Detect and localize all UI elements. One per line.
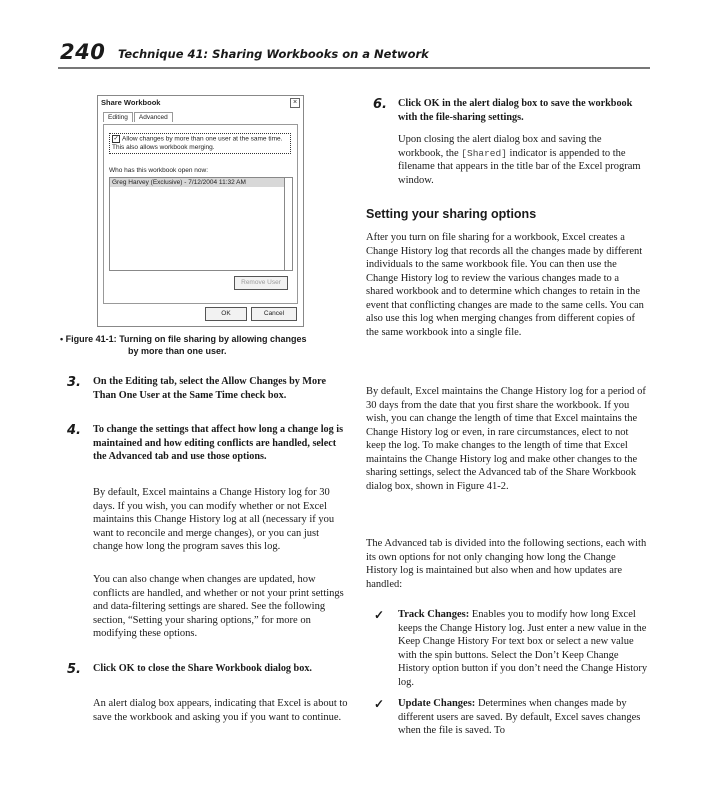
who-label: Who has this workbook open now: [109, 167, 208, 174]
body-paragraph: By default, Excel maintains a Change History log for 30 days. If you wish, you can modify whether or not Excel maintains this Change History log at all (necessary if you want to reconcile and merge changes), or you can just change how long the program saves this log. [93, 487, 335, 552]
chapter-title: Technique 41: Sharing Workbooks on a Network [118, 47, 429, 61]
tab-advanced: Advanced [134, 112, 173, 122]
checkmark-icon: ✓ [374, 697, 385, 711]
ok-button: OK [205, 307, 247, 321]
body-paragraph: The Advanced tab is divided into the following sections, each with its own options for not only changing how long the Change History log is maintained but also when and how updates are handled: [366, 538, 647, 590]
step-number: 4. [67, 423, 81, 438]
checkmark-icon: ✓ [374, 608, 385, 622]
step-number: 5. [67, 662, 81, 677]
cancel-button: Cancel [251, 307, 297, 321]
section-heading: Setting your sharing options [366, 207, 537, 221]
shared-indicator: [Shared] [461, 147, 507, 159]
allow-changes-checkbox-row [109, 133, 291, 154]
list-item: Greg Harvey (Exclusive) - 7/12/2004 11:32 AM [110, 178, 284, 187]
body-paragraph [398, 133, 648, 187]
page-header [58, 38, 650, 68]
scrollbar [284, 178, 292, 270]
bullet-term: Update Changes: [398, 698, 476, 709]
figure-caption [60, 333, 350, 357]
remove-user-button: Remove User [234, 276, 288, 290]
step-text: Click OK to close the Share Workbook dialog box. [93, 663, 312, 674]
bullet-text [398, 697, 648, 738]
dialog-panel [103, 124, 298, 304]
body-paragraph: By default, Excel maintains the Change History log for a period of 30 days from the date that you first share the workbook. If you wish, you can change the length of time that Excel maintains the Change History log or even, in rare circumstances, elect to not keep the log. To make changes to the length of time that Excel maintains the Change History log and make other changes to the sharing settings, select the Advanced tab of the Share Workbook dialog box, shown in Figure 41-2. [366, 386, 646, 492]
figure-label: • Figure 41-1: [60, 334, 117, 344]
figure-text-line1: Turning on file sharing by allowing changes [119, 334, 307, 344]
checkbox-label: Allow changes by more than one user at the same time. This also allows workbook merging. [112, 135, 283, 151]
close-icon: × [290, 98, 300, 108]
step-number: 6. [373, 97, 387, 112]
dialog-tabs [103, 112, 174, 124]
tab-editing: Editing [103, 112, 133, 122]
step-text: Click OK in the alert dialog box to save the workbook with the file-sharing settings. [398, 98, 633, 123]
bullet-text [398, 608, 648, 689]
body-paragraph: You can also change when changes are updated, how conflicts are handled, and whether or not your print settings and data-filtering settings are shared. See the following section, “Setting your sharing options,” for more on modifying these options. [93, 574, 344, 639]
body-paragraph: After you turn on file sharing for a workbook, Excel creates a Change History log that records all the changes made by different individuals to the same workbook file. You can then use the Change History log to review the various changes made to a shared workbook and to determine which changes to retain in the event that conflicting changes are made to the same cells. You can also use this log when merging changes from different copies of the same workbook into a single file. [366, 232, 644, 338]
para-text: Upon closing the alert dialog box and saving the workbook, the [398, 134, 602, 159]
bullet-body: Enables you to modify how long Excel keeps the Change History log. Just enter a new value in the Keep Change History For text box or select a new value with the spin buttons. Select the Don’t Keep Change History option button if you don’t need the Change History log. [398, 609, 648, 688]
step-text: On the Editing tab, select the Allow Changes by More Than One User at the Same Time check box. [93, 376, 326, 401]
para-text: indicator is appended to the filename that appears in the title bar of the Excel program window. [398, 147, 641, 186]
dialog-title: Share Workbook [101, 98, 161, 107]
share-workbook-dialog-figure [97, 95, 304, 327]
page-number: 240 [60, 40, 106, 64]
body-paragraph: An alert dialog box appears, indicating that Excel is about to save the workbook and asking you if you want to continue. [93, 698, 348, 723]
step-text: To change the settings that affect how long a change log is maintained and how editing conflicts are handled, select the Advanced tab and use those options. [93, 424, 344, 462]
bullet-term: Track Changes: [398, 609, 470, 620]
header-rule [58, 67, 650, 69]
users-list [109, 177, 293, 271]
step-number: 3. [67, 375, 81, 390]
bullet-body: Determines when changes made by different users are saved. By default, Excel saves changes when the file is saved. To [398, 698, 641, 736]
figure-text-line2: by more than one user. [128, 346, 227, 356]
checkbox-icon: ✓ [113, 136, 119, 142]
